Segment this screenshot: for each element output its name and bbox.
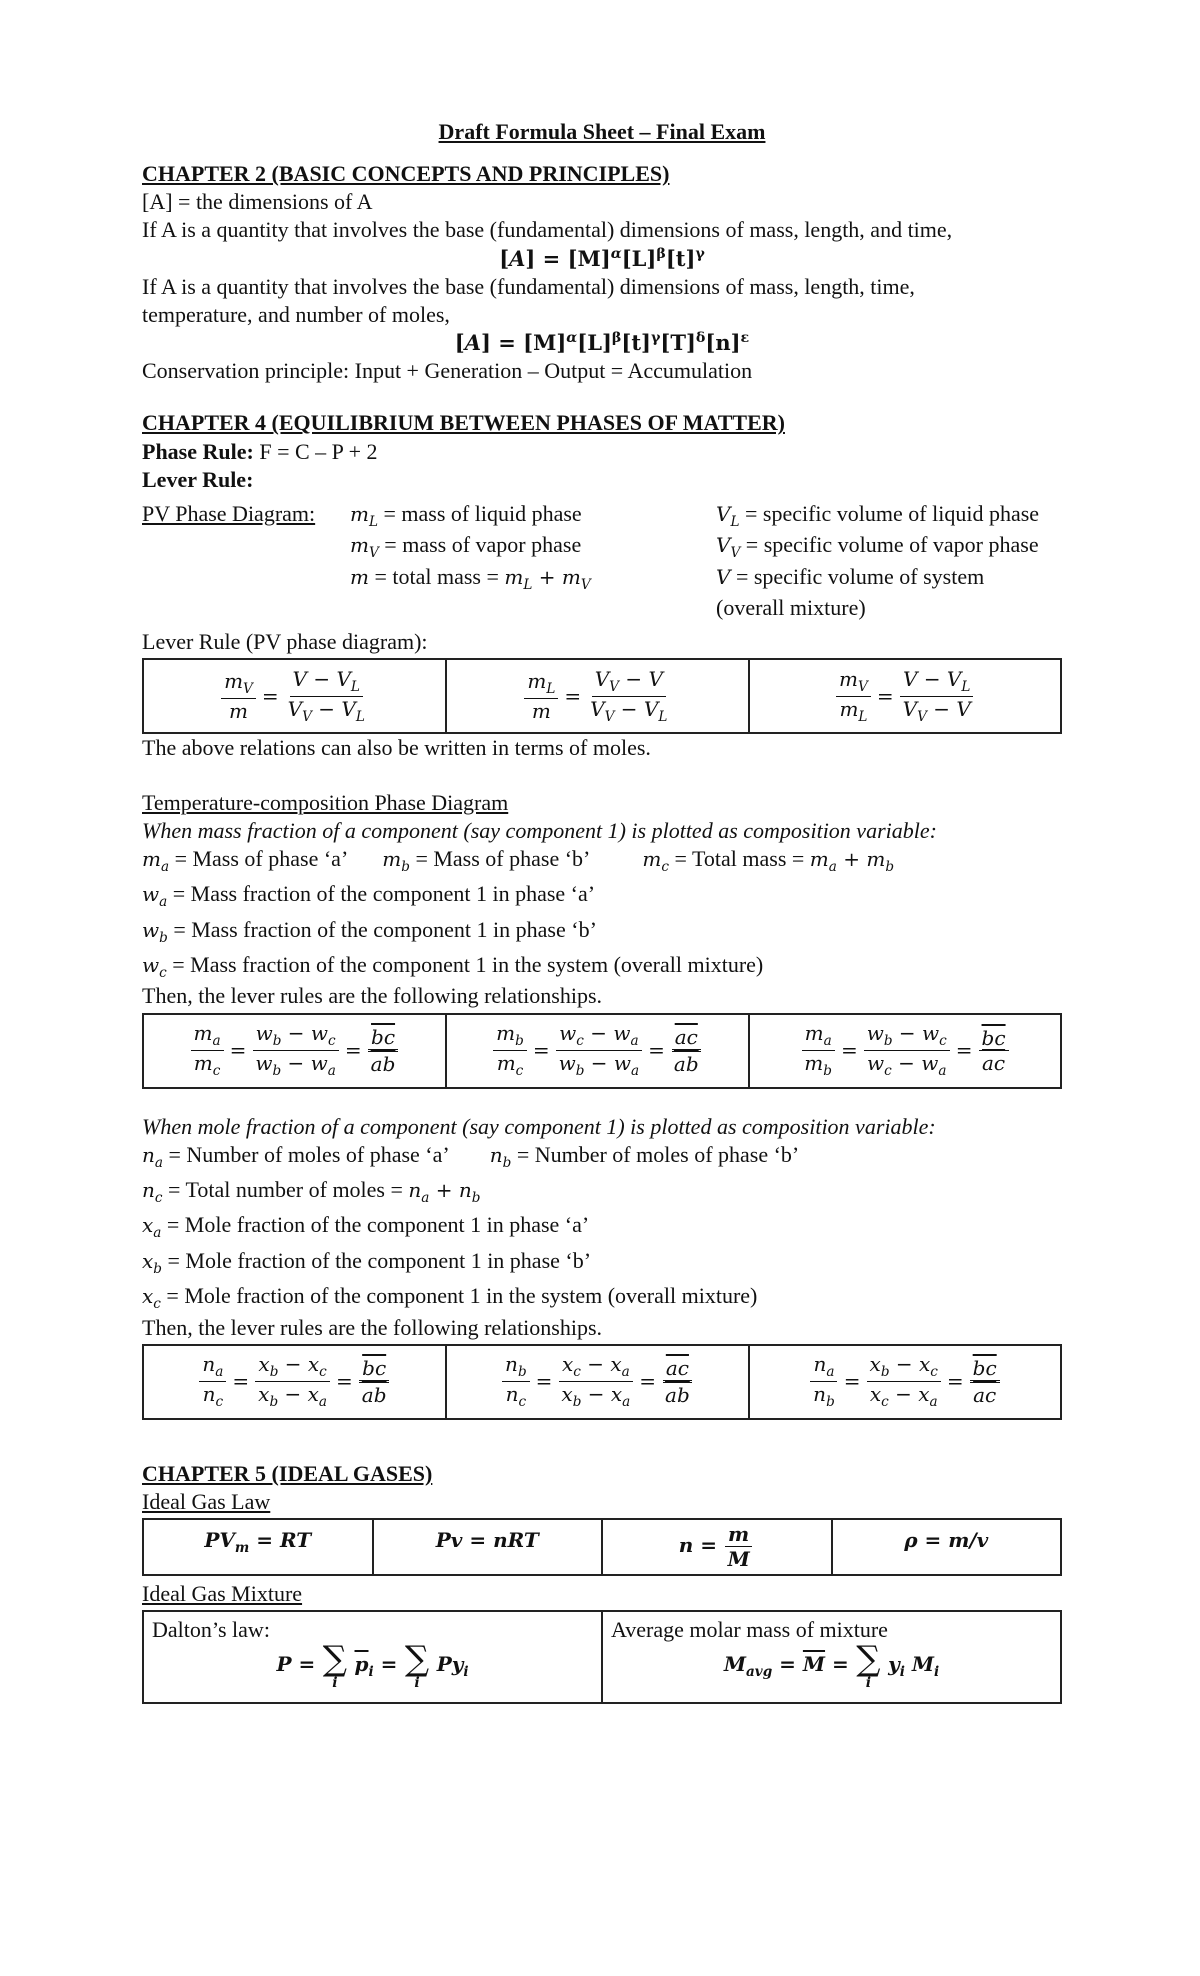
moles-note: The above relations can also be written in terms of moles. (142, 735, 651, 761)
mass-vapor-def: $m_V$ = mass of vapor phase (350, 532, 582, 562)
moles-formula: n = $\frac{m}{M}$ (602, 1519, 832, 1575)
lever-pv-formula-3: $\frac{m_V}{m_L}$ = $\frac{V - V_L}{V_V - V}$ (749, 659, 1061, 733)
lever-rule-label: Lever Rule: (142, 466, 254, 492)
avg-molar-mass-formula: $M_{avg} = \overline{M}$ = ∑ i $y_i$ $M_i$ (723, 1639, 940, 1692)
dimension-formula-2: $[A] = [M]^\alpha[L]^\beta[t]^\gamma[T]^\delta[n]^\varepsilon$ (454, 330, 750, 356)
dalton-law-formula: P = ∑ i $\overline{p}_i$ = ∑ i $Py_i$ (276, 1639, 469, 1692)
volume-liquid-def: $V_L$ = specific volume of liquid phase (716, 500, 1040, 530)
ideal-gas-mixture-heading: Ideal Gas Mixture (142, 1581, 303, 1607)
avg-molar-mass-label: Average molar mass of mixture (611, 1617, 888, 1643)
phase-rule-formula: F = C – P + 2 (253, 438, 378, 464)
phase-moles-def: $n_a$ = Number of moles of phase ‘a’ $n_b$ = Number of moles of phase ‘b’ (142, 1141, 800, 1171)
lever-rule-pv-table (142, 658, 1062, 734)
lever-mass-formula-3: $\frac{m_a}{m_b}$ = $\frac{w_b - w_c}{w_c - w_a}$ = $\frac{\overline{bc}}{ac}$ (749, 1014, 1061, 1088)
dimensions-text-2: If A is a quantity that involves the base (fundamental) dimensions of mass, length, time, (142, 273, 915, 299)
total-mass-def: m = total mass = $m_L + m_V$ (350, 563, 591, 593)
phase-rule-label: Phase Rule: (142, 438, 254, 464)
ideal-gas-mixture-table (142, 1610, 1062, 1704)
avg-molar-mass-cell (602, 1611, 1061, 1703)
xa-def: $x_a$ = Mole fraction of the component 1 in phase ‘a’ (142, 1212, 590, 1242)
lever-mole-formula-1: $\frac{n_a}{n_c}$ = $\frac{x_b - x_c}{x_b - x_a}$ = $\frac{\overline{bc}}{ab}$ (143, 1345, 446, 1419)
chapter-5-heading: CHAPTER 5 (IDEAL GASES) (142, 1460, 433, 1486)
lever-pv-formula-1: $\frac{m_V}{m}$ = $\frac{V - V_L}{V_V - V_L}$ (143, 659, 446, 733)
phase-rule (142, 438, 1062, 466)
then-lever-mass: Then, the lever rules are the following relationships. (142, 983, 603, 1009)
dimension-formula-1: $[A] = [M]^\alpha[L]^\beta[t]^\gamma$ (499, 245, 705, 271)
lever-rule-mole-table (142, 1344, 1062, 1420)
density-formula: ρ = m/v (832, 1519, 1062, 1575)
nc-def: $n_c$ = Total number of moles = $n_a + n_b$ (142, 1177, 481, 1207)
lever-mole-formula-3: $\frac{n_a}{n_b}$ = $\frac{x_b - x_c}{x_c - x_a}$ = $\frac{\overline{bc}}{ac}$ (749, 1345, 1061, 1419)
ideal-gas-formula: Pv = nRT (373, 1519, 603, 1575)
lever-mass-formula-2: $\frac{m_b}{m_c}$ = $\frac{w_c - w_a}{w_b - w_a}$ = $\frac{\overline{ac}}{ab}$ (446, 1014, 749, 1088)
dimensions-definition: [A] = the dimensions of A (142, 189, 373, 215)
mole-fraction-intro: When mole fraction of a component (say component 1) is plotted as composition variable: (142, 1113, 936, 1139)
chapter-2-heading: CHAPTER 2 (BASIC CONCEPTS AND PRINCIPLES) (142, 161, 670, 187)
mass-fraction-intro: When mass fraction of a component (say component 1) is plotted as composition variable: (142, 817, 937, 843)
wc-def: $w_c$ = Mass fraction of the component 1 in the system (overall mixture) (142, 952, 764, 981)
pv-diagram-legend (142, 500, 1062, 622)
wa-def: $w_a$ = Mass fraction of the component 1 in phase ‘a’ (142, 881, 596, 911)
phase-masses-def: $m_a$ = Mass of phase ‘a’ $m_b$ = Mass of phase ‘b’ $m_c$ = Total mass = $m_a + m_b$ (142, 845, 895, 875)
system-volume-def-2: (overall mixture) (716, 595, 866, 621)
temp-composition-heading: Temperature-composition Phase Diagram (142, 789, 509, 815)
chapter-4-heading: CHAPTER 4 (EQUILIBRIUM BETWEEN PHASES OF MATTER) (142, 410, 785, 436)
system-volume-def: V = specific volume of system (716, 563, 985, 589)
lever-pv-formula-2: $\frac{m_L}{m}$ = $\frac{V_V - V}{V_V - V_L}$ (446, 659, 749, 733)
volume-vapor-def: $V_V$ = specific volume of vapor phase (716, 532, 1039, 562)
lever-mole-formula-2: $\frac{n_b}{n_c}$ = $\frac{x_c - x_a}{x_b - x_a}$ = $\frac{\overline{ac}}{ab}$ (446, 1345, 749, 1419)
page-title: Draft Formula Sheet – Final Exam (438, 119, 766, 144)
conservation-principle: Conservation principle: Input + Generation – Output = Accumulation (142, 358, 753, 384)
pv-phase-diagram-label: PV Phase Diagram: (142, 500, 316, 526)
dimensions-text-1: If A is a quantity that involves the base (fundamental) dimensions of mass, length, and time, (142, 217, 953, 243)
dalton-law-cell (143, 1611, 602, 1703)
ideal-gas-law-heading: Ideal Gas Law (142, 1488, 271, 1514)
dalton-law-label: Dalton’s law: (152, 1617, 270, 1643)
ideal-gas-law-table (142, 1518, 1062, 1576)
ideal-gas-molar-formula: $PV_m$ = RT (143, 1519, 373, 1575)
mass-liquid-def: $m_L$ = mass of liquid phase (350, 500, 582, 530)
then-lever-mole: Then, the lever rules are the following relationships. (142, 1314, 603, 1340)
lever-rule-mass-table (142, 1013, 1062, 1089)
xc-def: $x_c$ = Mole fraction of the component 1 in the system (overall mixture) (142, 1283, 758, 1313)
lever-rule-pv-label: Lever Rule (PV phase diagram): (142, 629, 428, 655)
formula-sheet-page (142, 118, 1062, 1704)
xb-def: $x_b$ = Mole fraction of the component 1 in phase ‘b’ (142, 1247, 592, 1277)
dimensions-text-3: temperature, and number of moles, (142, 301, 450, 327)
lever-mass-formula-1: $\frac{m_a}{m_c}$ = $\frac{w_b - w_c}{w_b - w_a}$ = $\frac{\overline{bc}}{ab}$ (143, 1014, 446, 1088)
wb-def: $w_b$ = Mass fraction of the component 1 in phase ‘b’ (142, 916, 597, 946)
